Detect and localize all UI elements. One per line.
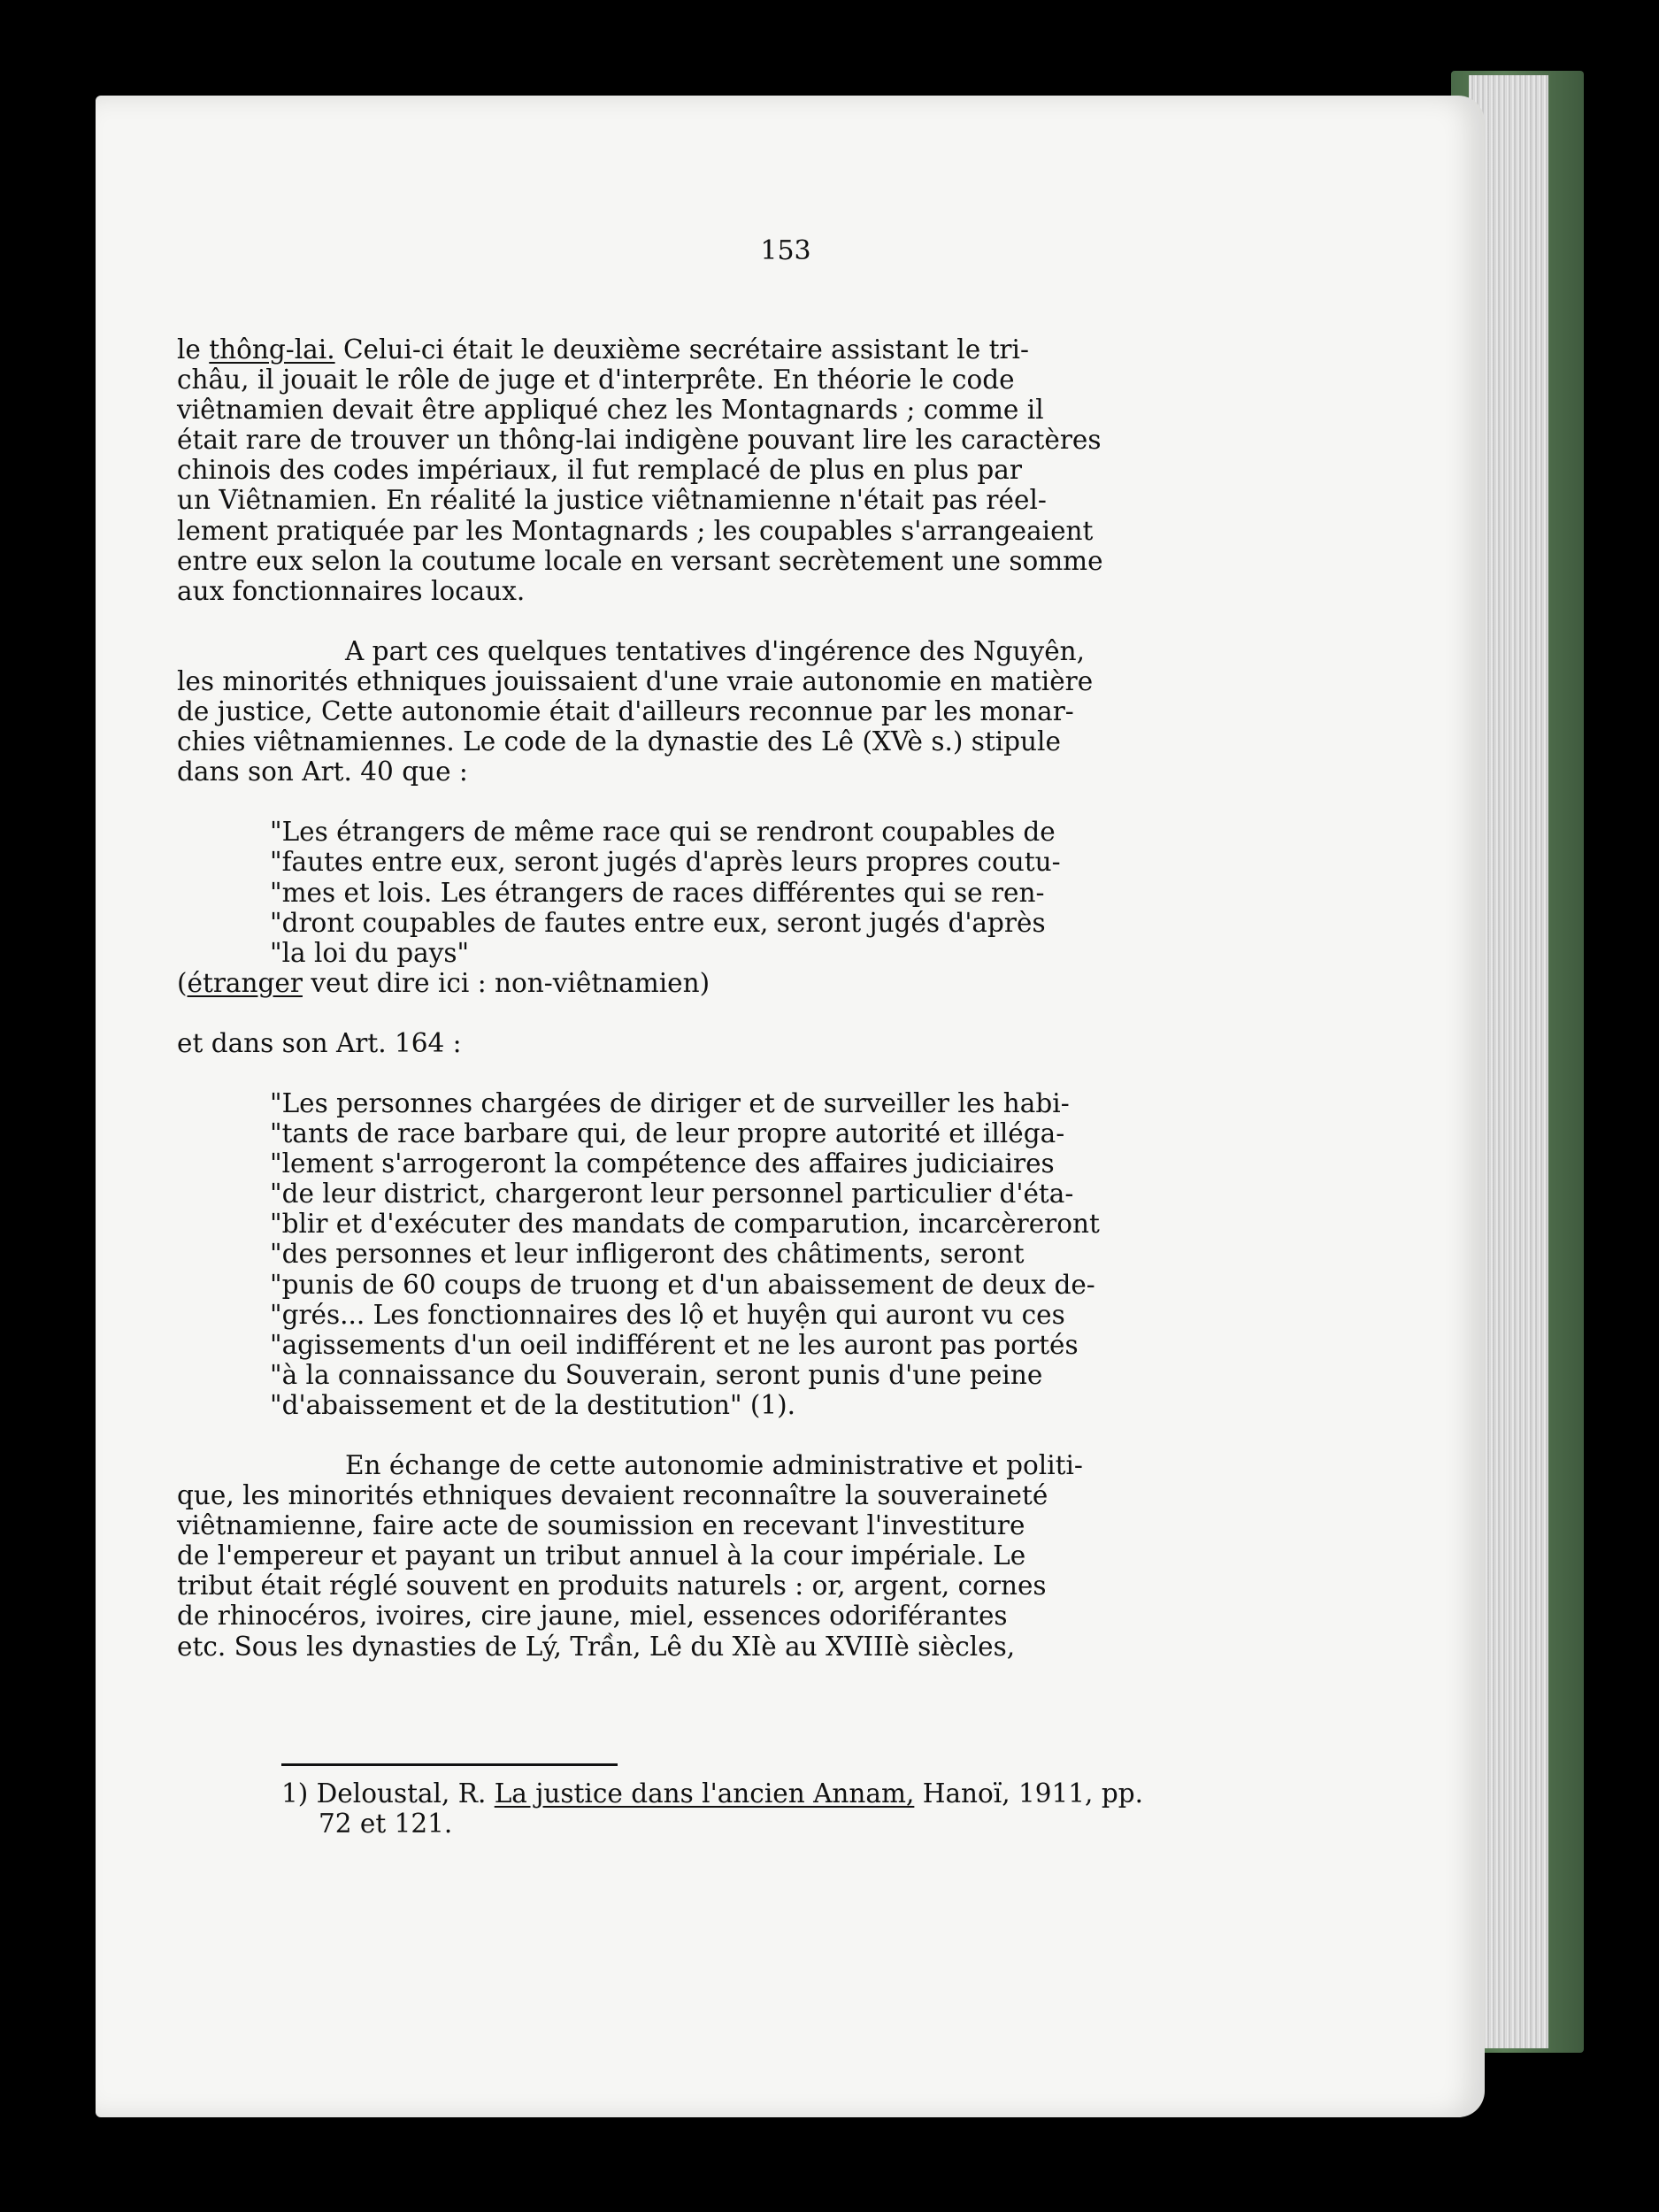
quote-2-line: "de leur district, chargeront leur personnel particulier d'éta- [270, 1179, 1074, 1210]
paragraph-1-line: était rare de trouver un thông-lai indigène pouvant lire les caractères [177, 425, 1102, 456]
paragraph-3-line: etc. Sous les dynasties de Lý, Trần, Lê du XIè au XVIIIè siècles, [177, 1631, 1016, 1662]
quote-2-line: "des personnes et leur infligeront des châtiments, seront [270, 1239, 1025, 1270]
quote-2-line: "grés... Les fonctionnaires des lộ et huyện qui auront vu ces [270, 1299, 1065, 1330]
paragraph-3-line: que, les minorités ethniques devaient reconnaître la souveraineté [177, 1480, 1048, 1511]
quote-1-line: "mes et lois. Les étrangers de races différentes qui se ren- [270, 877, 1045, 908]
paragraph-1-line: châu, il jouait le rôle de juge et d'interprête. En théorie le code [177, 365, 1015, 396]
paragraph-3-line: de rhinocéros, ivoires, cire jaune, miel, essences odoriférantes [177, 1601, 1008, 1632]
quote-2-line: "tants de race barbare qui, de leur propre autorité et illéga- [270, 1118, 1065, 1149]
paragraph-3-line: viêtnamienne, faire acte de soumission en recevant l'investiture [177, 1510, 1025, 1541]
quote-1-line: "Les étrangers de même race qui se rendront coupables de [270, 817, 1056, 848]
term-etranger: étranger [187, 967, 303, 998]
paragraph-3-line: En échange de cette autonomie administrative et politi- [345, 1450, 1083, 1480]
paragraph-1-line-1: le thông-lai. Celui-ci était le deuxième secrétaire assistant le tri- [177, 334, 1029, 365]
footnote-1: 1) Deloustal, R. La justice dans l'ancien Annam, Hanoï, 1911, pp. [281, 1778, 1143, 1809]
paragraph-2-line: les minorités ethniques jouissaient d'une vraie autonomie en matière [177, 665, 1094, 696]
quote-1-line: "la loi du pays" [270, 937, 470, 968]
paragraph-1-line: entre eux selon la coutume locale en versant secrètement une somme [177, 545, 1103, 576]
paragraph-1-line: viêtnamien devait être appliqué chez les Montagnards ; comme il [177, 395, 1044, 426]
note-line: (étranger veut dire ici : non-viêtnamien) [177, 967, 710, 998]
body-text [177, 334, 1318, 1662]
paragraph-3-line: de l'empereur et payant un tribut annuel à la cour impériale. Le [177, 1540, 1026, 1571]
footnote-divider [281, 1763, 618, 1766]
paragraph-2-line: A part ces quelques tentatives d'ingérence des Nguyên, [345, 635, 1086, 666]
quote-2-line: "agissements d'un oeil indifférent et ne les auront pas portés [270, 1329, 1079, 1360]
paragraph-2-line: de justice, Cette autonomie était d'ailleurs reconnue par les monar- [177, 696, 1074, 727]
quote-2-line: "lement s'arrogeront la compétence des affaires judiciaires [270, 1148, 1055, 1179]
term-thong-lai: thông-lai. [209, 334, 335, 365]
paragraph-1-line: un Viêtnamien. En réalité la justice viêtnamienne n'était pas réel- [177, 485, 1047, 516]
footnote-book-title: La justice dans l'ancien Annam, [494, 1778, 915, 1809]
art-164-intro: et dans son Art. 164 : [177, 1027, 462, 1058]
quote-2-line: "Les personnes chargées de diriger et de surveiller les habi- [270, 1087, 1070, 1118]
quote-1-line: "dront coupables de fautes entre eux, seront jugés d'après [270, 907, 1046, 938]
paragraph-1-line: chinois des codes impériaux, il fut remplacé de plus en plus par [177, 455, 1022, 486]
quote-2-line: "d'abaissement et de la destitution" (1). [270, 1389, 796, 1420]
paragraph-1-line: lement pratiquée par les Montagnards ; les coupables s'arrangeaient [177, 515, 1094, 546]
quote-1-line: "fautes entre eux, seront jugés d'après leurs propres coutu- [270, 847, 1061, 878]
paragraph-3-line: tribut était réglé souvent en produits naturels : or, argent, cornes [177, 1571, 1047, 1601]
footnote-1-continued: 72 et 121. [319, 1809, 453, 1839]
quote-2-line: "à la connaissance du Souverain, seront punis d'une peine [270, 1359, 1043, 1390]
paragraph-2-line: chies viêtnamiennes. Le code de la dynastie des Lê (XVè s.) stipule [177, 726, 1061, 757]
page-number: 153 [760, 235, 811, 266]
footnotes [281, 1778, 1343, 1839]
quote-2-line: "punis de 60 coups de truong et d'un abaissement de deux de- [270, 1269, 1095, 1300]
paragraph-2-line: dans son Art. 40 que : [177, 757, 468, 787]
quote-2-line: "blir et d'exécuter des mandats de comparution, incarcèreront [270, 1209, 1100, 1240]
paragraph-1-line: aux fonctionnaires locaux. [177, 575, 526, 606]
